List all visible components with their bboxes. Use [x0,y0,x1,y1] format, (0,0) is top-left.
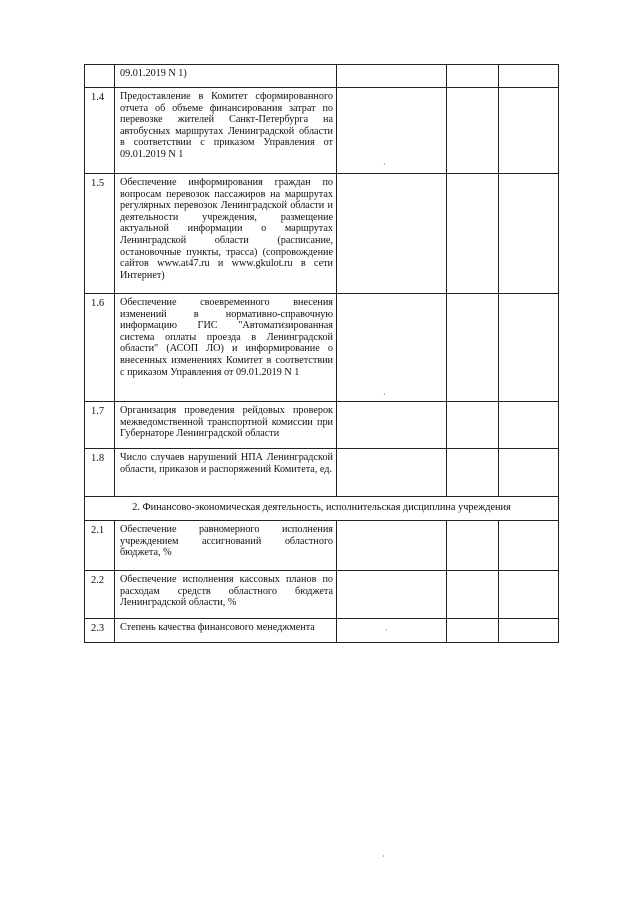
section-title: 2. Финансово-экономическая деятельность, исполнительская дисциплина учреждения [85,497,559,521]
empty-value-cell [447,619,499,643]
section-header-row [85,497,559,521]
item-number: 2.3 [85,619,115,643]
scan-speck: · [383,160,386,169]
item-number: 1.8 [85,449,115,497]
table-row [85,402,559,449]
empty-value-cell [499,449,559,497]
empty-value-cell [447,294,499,402]
scan-speck: · [385,626,388,635]
empty-value-cell [337,521,447,571]
table-row [85,619,559,643]
empty-value-cell [337,571,447,619]
item-description: Степень качества финансового менеджмента [115,619,337,643]
empty-value-cell [447,65,499,88]
empty-value-cell [337,174,447,294]
empty-value-cell [447,402,499,449]
empty-value-cell [499,294,559,402]
empty-value-cell [337,88,447,174]
item-number: 1.5 [85,174,115,294]
empty-value-cell [499,402,559,449]
empty-value-cell [499,174,559,294]
empty-value-cell [499,521,559,571]
empty-value-cell [499,88,559,174]
item-description: Организация проведения рейдовых проверок межведомственной транспортной комиссии при Губернаторе Ленинградской области [115,402,337,449]
item-description: 09.01.2019 N 1) [115,65,337,88]
empty-value-cell [499,619,559,643]
item-description: Обеспечение своевременного внесения изменений в нормативно-справочную информацию ГИС "Автоматизированная система оплаты проезда в Ленинградской области" (АСОП ЛО) и информирование о внесенных изменениях Комитет в соответствии с приказом Управления от 09.01.2019 N 1 [115,294,337,402]
item-number [85,65,115,88]
empty-value-cell [337,449,447,497]
table-body [85,65,559,643]
table-row [85,571,559,619]
item-description: Обеспечение равномерного исполнения учреждением ассигнований областного бюджета, % [115,521,337,571]
table-row [85,65,559,88]
table-row [85,174,559,294]
item-description: Число случаев нарушений НПА Ленинградской области, приказов и распоряжений Комитета, ед. [115,449,337,497]
item-number: 1.4 [85,88,115,174]
table-row [85,294,559,402]
table-row [85,521,559,571]
scan-speck: · [383,390,386,399]
scan-speck: · [382,852,385,861]
empty-value-cell [447,521,499,571]
empty-value-cell [447,571,499,619]
item-number: 1.7 [85,402,115,449]
empty-value-cell [447,174,499,294]
empty-value-cell [337,619,447,643]
item-number: 2.1 [85,521,115,571]
empty-value-cell [447,449,499,497]
empty-value-cell [337,65,447,88]
empty-value-cell [447,88,499,174]
item-number: 2.2 [85,571,115,619]
item-number: 1.6 [85,294,115,402]
empty-value-cell [499,571,559,619]
item-description: Обеспечение исполнения кассовых планов по расходам средств областного бюджета Ленинградской области, % [115,571,337,619]
empty-value-cell [337,294,447,402]
empty-value-cell [499,65,559,88]
item-description: Обеспечение информирования граждан по вопросам перевозок пассажиров на маршрутах регулярных перевозок Ленинградской области и деятельности учреждения, размещение актуальной информации о маршрутах Ленинградской области (расписание, остановочные пункты, трасса) (сопровождение сайтов www.at47.ru и www.gkulot.ru в сети Интернет) [115,174,337,294]
table-row [85,449,559,497]
item-description: Предоставление в Комитет сформированного отчета об объеме финансирования затрат по перевозке жителей Санкт-Петербурга на автобусных маршрутах Ленинградской области в соответствии с приказом Управления от 09.01.2019 N 1 [115,88,337,174]
empty-value-cell [337,402,447,449]
plan-table [84,64,559,643]
table-row [85,88,559,174]
